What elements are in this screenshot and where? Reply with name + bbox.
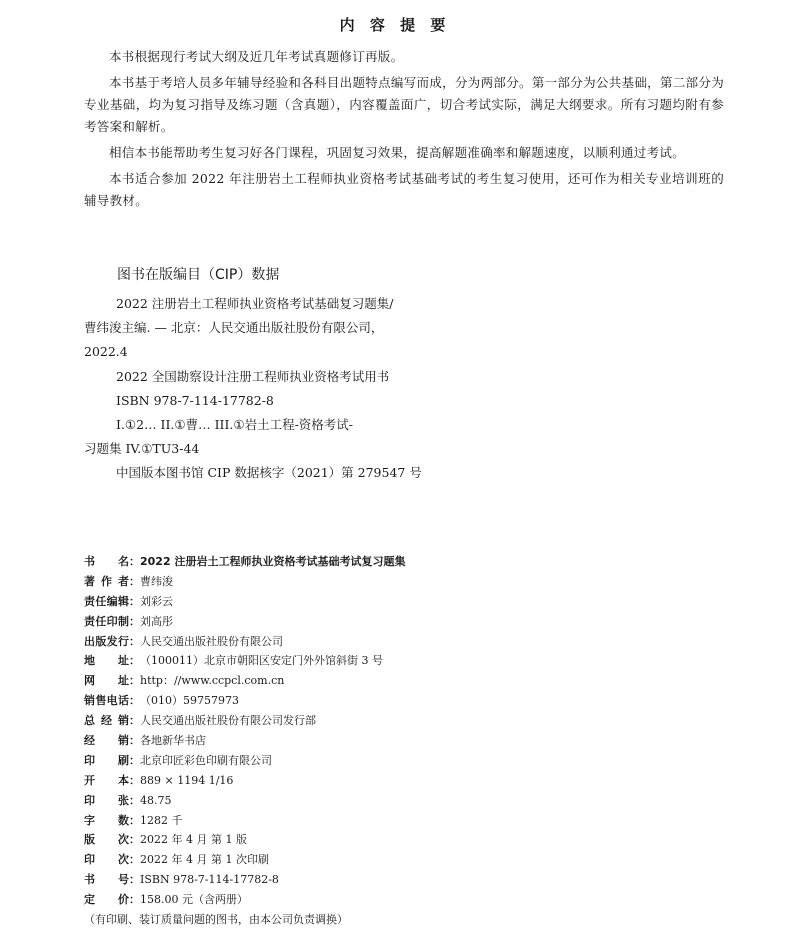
publication-row-value: 2022 注册岩土工程师执业资格考试基础考试复习题集 [140, 555, 406, 568]
publication-row-label: 印 张： [84, 793, 140, 807]
publication-row-label: 书 名： [84, 555, 140, 568]
publication-row [84, 691, 604, 711]
publication-row [84, 751, 604, 771]
publication-row-value: 各地新华书店 [140, 734, 206, 748]
publication-row [84, 791, 604, 811]
publication-row-value: 889 × 1194 1/16 [140, 773, 234, 787]
publication-row [84, 612, 604, 632]
publication-row-value: ISBN 978-7-114-17782-8 [140, 873, 279, 887]
publication-row-label: 网 址： [84, 674, 140, 688]
cip-line: 习题集 IV.①TU3-44 [84, 441, 200, 457]
publication-row-label: 地 址： [84, 654, 140, 668]
publication-row-label: 责 任 印 制： [84, 614, 140, 628]
publication-row-value: 48.75 [140, 793, 172, 807]
cip-line: ISBN 978-7-114-17782-8 [116, 392, 274, 408]
publication-row-label: 责 任 编 辑： [84, 594, 140, 608]
publication-row-value: 2022 年 4 月 第 1 次印刷 [140, 853, 269, 867]
publication-row-label: 书 号： [84, 873, 140, 887]
publication-row-label: 印 次： [84, 853, 140, 867]
summary-section [84, 46, 724, 216]
publication-row [84, 651, 604, 671]
cip-heading: 图书在版编目（CIP）数据 [117, 267, 280, 283]
publication-row-label: 定 价： [84, 893, 140, 907]
publication-row-value: 曹纬浚 [140, 574, 173, 588]
cip-line: 2022 全国勘察设计注册工程师执业资格考试用书 [116, 368, 390, 384]
publication-row [84, 830, 604, 850]
publication-row-label: 字 数： [84, 813, 140, 827]
publication-row [84, 711, 604, 731]
publication-row [84, 671, 604, 691]
publication-row-value: 1282 千 [140, 813, 183, 827]
publication-info [84, 552, 604, 930]
publication-row [84, 870, 604, 890]
cip-block [84, 292, 444, 486]
publication-row-value: 2022 年 4 月 第 1 版 [140, 833, 247, 847]
publication-row-value: 北京印匠彩色印刷有限公司 [140, 753, 272, 767]
summary-paragraph-2: 本书基于考培人员多年辅导经验和各科目出题特点编写而成，分为两部分。第一部分为公共基础，第二部分为专业基础，均为复习指导及练习题（含真题），内容覆盖面广，切合考试实际，满足大纲要求。所有习题均附有参考答案和解析。 [84, 75, 724, 134]
quality-note: （有印刷、装订质量问题的图书，由本公司负责调换） [84, 913, 348, 927]
publication-row [84, 890, 604, 910]
publication-row [84, 850, 604, 870]
publication-row-label: 开 本： [84, 773, 140, 787]
publication-row [84, 811, 604, 831]
publication-row-value: （010）59757973 [140, 694, 239, 708]
publication-row [84, 731, 604, 751]
publication-row-value: （100011）北京市朝阳区安定门外外馆斜街 3 号 [140, 654, 383, 668]
cip-line: 曹纬浚主编. — 北京：人民交通出版社股份有限公司， [84, 320, 384, 336]
publication-row-label: 销 售 电 话： [84, 694, 140, 708]
publication-row [84, 572, 604, 592]
cip-line: 2022 注册岩土工程师执业资格考试基础复习题集/ [116, 296, 394, 311]
publication-row-label: 印 刷： [84, 753, 140, 767]
publication-row-value: 刘高彤 [140, 614, 173, 628]
summary-paragraph-3: 相信本书能帮助考生复习好各门课程，巩固复习效果，提高解题准确率和解题速度，以顺利通过考试。 [109, 145, 686, 160]
publication-row-label: 出 版 发 行： [84, 634, 140, 648]
publication-row [84, 552, 604, 572]
publication-row-value: 刘彩云 [140, 594, 173, 608]
publication-row-label: 版 次： [84, 833, 140, 847]
summary-paragraph-4: 本书适合参加 2022 年注册岩土工程师执业资格考试基础考试的考生复习使用，还可作为相关专业培训班的辅导教材。 [84, 171, 724, 208]
publication-row [84, 632, 604, 652]
cip-line: 中国版本图书馆 CIP 数据核字（2021）第 279547 号 [116, 465, 422, 481]
publication-row-label: 总 经 销： [84, 714, 140, 728]
cip-line: 2022.4 [84, 344, 128, 360]
publication-row-label: 经 销： [84, 734, 140, 748]
publication-row-value: 人民交通出版社股份有限公司发行部 [140, 714, 316, 728]
summary-paragraph-1: 本书根据现行考试大纲及近几年考试真题修订再版。 [109, 49, 404, 64]
publication-row-value: 人民交通出版社股份有限公司 [140, 634, 283, 648]
publication-row [84, 771, 604, 791]
publication-row [84, 592, 604, 612]
publication-row-value: http：//www.ccpcl.com.cn [140, 674, 285, 688]
publication-row-label: 著 作 者： [84, 574, 140, 588]
cip-line: I.①2… II.①曹… III.①岩土工程-资格考试- [116, 417, 354, 433]
page-title: 内 容 提 要 [339, 16, 451, 34]
publication-row-value: 158.00 元（含两册） [140, 893, 248, 907]
